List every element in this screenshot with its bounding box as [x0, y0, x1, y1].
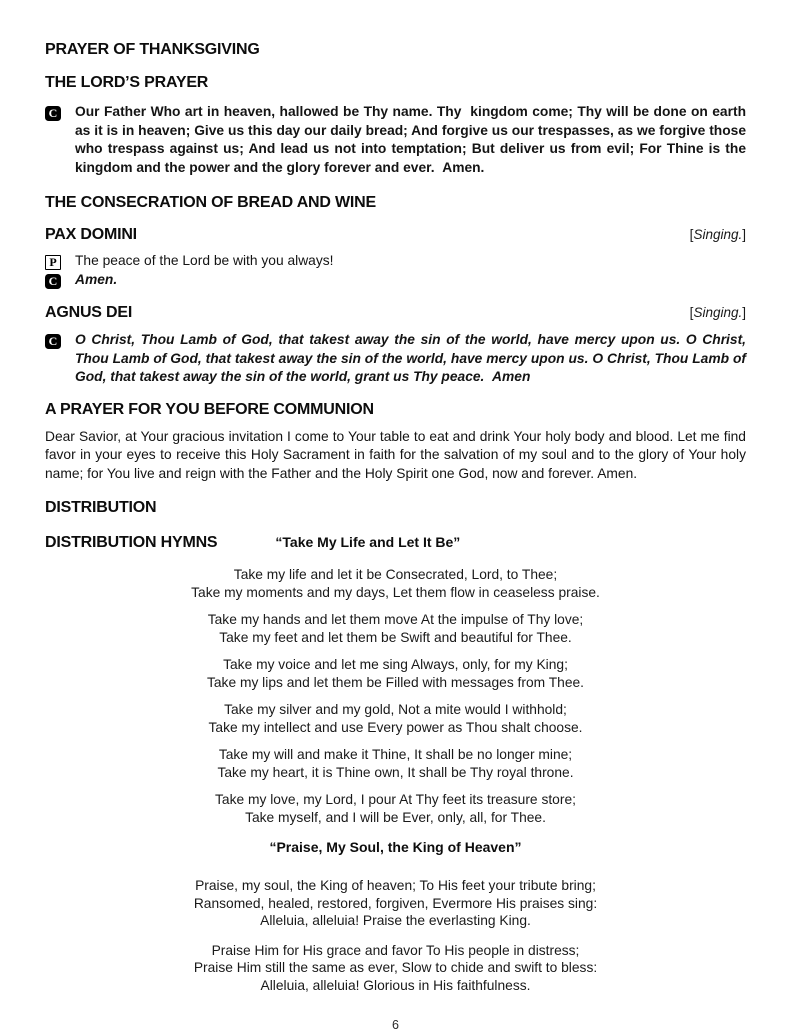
rubric-singing	[690, 227, 746, 242]
hymn-line: Take my intellect and use Every power as Thou shalt choose.	[208, 719, 583, 735]
heading-distribution-hymns: DISTRIBUTION HYMNS	[45, 534, 218, 551]
heading-pax-domini: PAX DOMINI	[45, 226, 137, 243]
rubric-singing	[690, 305, 746, 320]
prayer-before-communion-text: Dear Savior, at Your gracious invitation I come to Your table to eat and drink Your holy body and blood. Let me find favor in your eyes to receive this Holy Sacrament in faith for the salvation of my soul and to the glory of Your holy name; for You live and reign with the Father and the Holy Spirit one God, now and forever. Amen.	[45, 428, 746, 481]
hymn-line: Take my feet and let them be Swift and beautiful for Thee.	[219, 629, 572, 645]
hymn-title-take-my-life: “Take My Life and Let It Be”	[275, 534, 461, 550]
heading-prayer-before-communion: A PRAYER FOR YOU BEFORE COMMUNION	[45, 400, 374, 418]
speaker-marker-column	[45, 103, 75, 122]
agnus-dei-text: O Christ, Thou Lamb of God, that takest away the sin of the world, have mercy upon us. O Christ, Thou Lamb of God, that takest away the sin of the world, have mercy upon us. O Christ, Thou Lamb of God, that takest away the sin of the world, grant us Thy peace. Amen	[75, 332, 746, 384]
rubric-close-bracket: ]	[742, 227, 746, 242]
congregation-marker: C	[45, 274, 61, 289]
heading-lords-prayer: THE LORD’S PRAYER	[45, 74, 209, 91]
pax-amen-versicle	[45, 271, 746, 290]
agnus-dei-versicle	[45, 331, 746, 387]
heading-consecration: THE CONSECRATION OF BREAD AND WINE	[45, 194, 376, 211]
heading-distribution: DISTRIBUTION	[45, 499, 157, 516]
speaker-marker-column	[45, 331, 75, 350]
pastor-marker: P	[45, 255, 61, 270]
rubric-word: Singing.	[693, 305, 743, 320]
hymn-line: Take my silver and my gold, Not a mite would I withhold;	[224, 702, 567, 717]
hymn-verse	[45, 746, 746, 781]
hymn-line: Alleluia, alleluia! Glorious in His faithfulness.	[260, 977, 531, 993]
heading-agnus-dei: AGNUS DEI	[45, 304, 133, 321]
hymn-line: Ransomed, healed, restored, forgiven, Evermore His praises sing:	[193, 895, 598, 911]
hymn-verse	[45, 566, 746, 601]
hymn-line: Take my life and let it be Consecrated, Lord, to Thee;	[233, 567, 558, 582]
hymn-verse	[45, 877, 746, 930]
speaker-marker-column	[45, 271, 75, 290]
rubric-word: Singing.	[693, 227, 743, 242]
lords-prayer-versicle	[45, 103, 746, 177]
hymn-title-praise-my-soul: “Praise, My Soul, the King of Heaven”	[269, 839, 522, 855]
hymn-line: Take myself, and I will be Ever, only, all, for Thee.	[245, 809, 546, 825]
hymn-verse	[45, 656, 746, 691]
agnus-dei-row	[45, 303, 746, 322]
congregation-marker: C	[45, 106, 61, 121]
hymn-verse	[45, 701, 746, 736]
hymn-line: Praise Him still the same as ever, Slow to chide and swift to bless:	[193, 960, 598, 975]
hymn-verse	[45, 942, 746, 995]
rubric-open-bracket: [	[689, 227, 694, 242]
speaker-marker-column	[45, 252, 75, 271]
hymn-line: Take my will and make it Thine, It shall be no longer mine;	[218, 747, 573, 762]
lords-prayer-text: Our Father Who art in heaven, hallowed be Thy name. Thy kingdom come; Thy will be done on earth as it is in heaven; Give us this day our daily bread; And forgive us our trespasses, as we forgive those who trespass against us; And lead us not into temptation; But deliver us from evil; For Thine is the kingdom and the power and the glory forever and ever. Amen.	[75, 104, 746, 175]
hymn-line: Take my hands and let them move At the impulse of Thy love;	[207, 612, 584, 627]
hymn-line: Take my heart, it is Thine own, It shall be Thy royal throne.	[217, 764, 574, 780]
hymn-take-my-life	[45, 566, 746, 826]
hymn-line: Praise, my soul, the King of heaven; To His feet your tribute bring;	[195, 878, 596, 893]
rubric-open-bracket: [	[689, 305, 694, 320]
pax-response-text: The peace of the Lord be with you always!	[75, 253, 334, 268]
rubric-close-bracket: ]	[742, 305, 746, 320]
pax-domini-row	[45, 225, 746, 244]
page-number: 6	[392, 1018, 399, 1032]
hymn-line: Take my moments and my days, Let them flow in ceaseless praise.	[191, 584, 600, 600]
hymn-praise-my-soul	[45, 877, 746, 994]
congregation-marker: C	[45, 334, 61, 349]
pax-response-versicle	[45, 252, 746, 271]
hymn-line: Praise Him for His grace and favor To His people in distress;	[211, 942, 580, 958]
pax-amen-text: Amen.	[75, 272, 118, 287]
distribution-hymns-row	[45, 533, 746, 552]
hymn-line: Take my lips and let them be Filled with messages from Thee.	[206, 674, 585, 690]
hymn-line: Take my love, my Lord, I pour At Thy feet its treasure store;	[215, 792, 576, 807]
pax-domini-dialogue	[45, 252, 746, 290]
heading-prayer-of-thanksgiving: PRAYER OF THANKSGIVING	[45, 41, 260, 58]
hymn-line: Take my voice and let me sing Always, only, for my King;	[223, 657, 568, 672]
hymn-verse	[45, 611, 746, 646]
hymn-line: Alleluia, alleluia! Praise the everlasting King.	[260, 913, 531, 928]
hymn-verse	[45, 791, 746, 826]
